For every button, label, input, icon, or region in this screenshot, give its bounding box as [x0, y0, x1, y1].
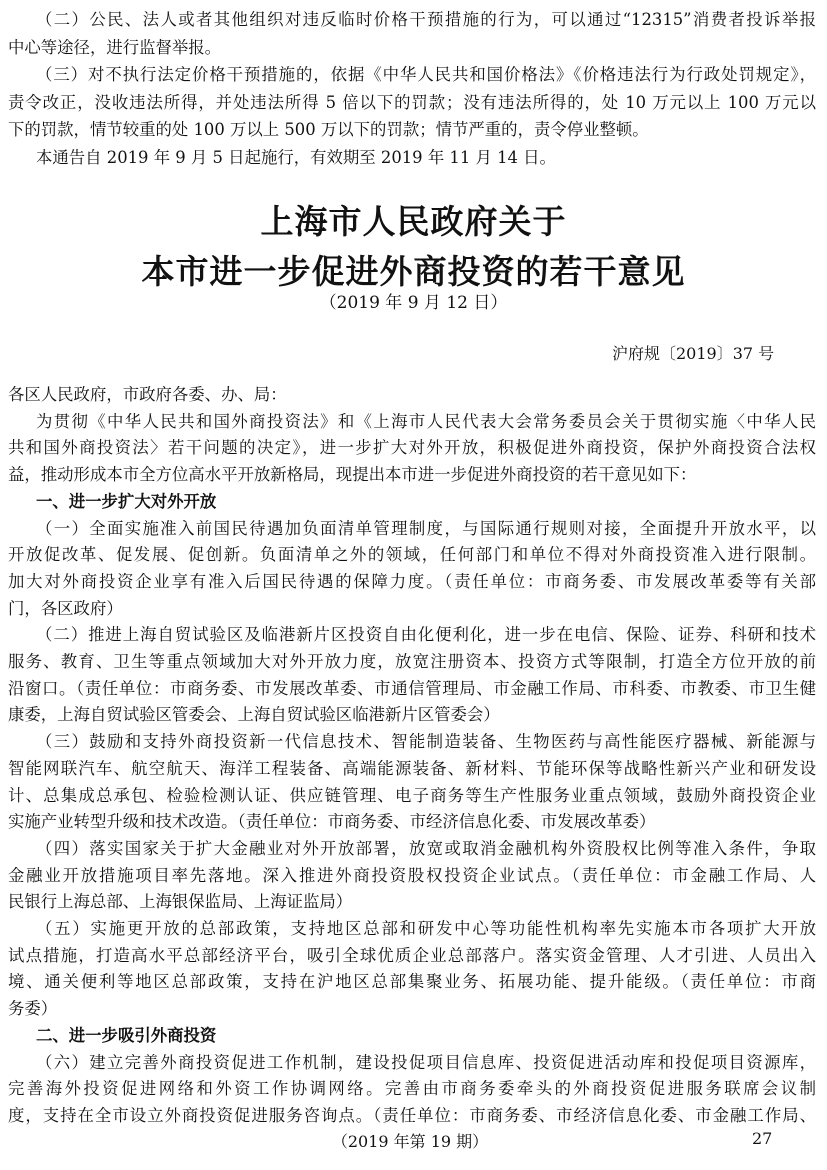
text-line: （二）公民、法人或者其他组织对违反临时价格干预措施的行为，可以通过“12315”消费者投诉举报 [36, 10, 816, 29]
text-line: 共和国外商投资法〉若干问题的决定》，进一步扩大对外开放，积极促进外商投资，保护外商投资合法权 [8, 438, 816, 458]
text-line: 试点措施，打造高水平总部经济平台，吸引全球优质企业总部落户。落实资金管理、人才引进、人员出入 [8, 945, 816, 965]
document-title-line-2: 本市进一步促进外商投资的若干意见 [141, 252, 686, 291]
text-line: 门，各区政府） [8, 598, 123, 618]
document-date: （2019 年 9 月 12 日） [319, 293, 508, 313]
document-body [8, 382, 816, 1130]
text-line: 益，推动形成本市全方位高水平开放新格局，现提出本市进一步促进外商投资的若干意见如下： [8, 465, 697, 485]
text-line: 务委） [8, 999, 58, 1019]
text-line: 智能网联汽车、航空航天、海洋工程装备、高端能源装备、新材料、节能环保等战略性新兴产业和研发设 [8, 758, 816, 778]
text-line: （五）实施更开放的总部政策，支持地区总部和研发中心等功能性机构率先实施本市各项扩大开放 [36, 919, 816, 939]
text-line: 中心等途径，进行监督举报。 [8, 37, 222, 57]
text-line: 下的罚款，情节较重的处 100 万以上 500 万以下的罚款；情节严重的，责令停业整顿。 [8, 120, 649, 139]
text-line: 计、总集成总承包、检验检测认证、供应链管理、电子商务等生产性服务业重点领域，鼓励外商投资企业 [8, 785, 816, 805]
text-line: 康委，上海自贸试验区管委会、上海自贸试验区临港新片区管委会） [8, 705, 500, 725]
text-line: （四）落实国家关于扩大金融业对外开放部署，放宽或取消金融机构外资股权比例等准入条件，争取 [36, 838, 816, 858]
text-line: 境、通关便利等地区总部政策，支持在沪地区总部集聚业务、拓展功能、提升能级。（责任单位：市商 [8, 972, 816, 992]
text-line: 实施产业转型升级和技术改造。（责任单位：市商务委、市经济信息化委、市发展改革委） [8, 812, 656, 832]
previous-notice-tail [8, 6, 816, 171]
page-number: 27 [752, 1129, 773, 1148]
text-line: 责令改正，没收违法所得，并处违法所得 5 倍以下的罚款；没有违法所得的，处 10 万元以上 100 万元以 [8, 92, 816, 112]
text-line: （一）全面实施准入前国民待遇加负面清单管理制度，与国际通行规则对接，全面提升开放水平，以 [36, 518, 816, 538]
text-line: （二）推进上海自贸试验区及临港新片区投资自由化便利化，进一步在电信、保险、证券、科研和技术 [36, 625, 816, 645]
section-heading: 二、进一步吸引外商投资 [36, 1025, 217, 1045]
document-title-line-1: 上海市人民政府关于 [260, 202, 567, 241]
text-line: 加大对外商投资企业享有准入后国民待遇的保障力度。（责任单位：市商务委、市发展改革委等有关部 [8, 571, 816, 591]
text-line: （三）对不执行法定价格干预措施的，依据《中华人民共和国价格法》《价格违法行为行政处罚规定》， [36, 65, 816, 84]
issue-label: （2019 年第 19 期） [331, 1132, 489, 1151]
text-line: 为贯彻《中华人民共和国外商投资法》和《上海市人民代表大会常务委员会关于贯彻实施〈中华人民 [36, 411, 816, 431]
salutation: 各区人民政府，市政府各委、办、局： [8, 385, 287, 404]
text-line: 民银行上海总部、上海银保监局、上海证监局） [8, 892, 353, 912]
text-line: 度，支持在全市设立外商投资促进服务咨询点。（责任单位：市商务委、市经济信息化委、市金融工作局、 [8, 1105, 816, 1125]
text-line: 开放促改革、促发展、促创新。负面清单之外的领域，任何部门和单位不得对外商投资准入进行限制。 [8, 545, 816, 565]
text-line: 完善海外投资促进网络和外资工作协调网络。完善由市商务委牵头的外商投资促进服务联席会议制 [8, 1079, 816, 1099]
text-line: 金融业开放措施项目率先落地。深入推进外商投资股权投资企业试点。（责任单位：市金融工作局、人 [8, 865, 816, 885]
text-line: （六）建立完善外商投资促进工作机制，建设投促项目信息库、投资促进活动库和投促项目资源库， [36, 1052, 816, 1072]
text-line: （三）鼓励和支持外商投资新一代信息技术、智能制造装备、生物医药与高性能医疗器械、新能源与 [36, 732, 816, 752]
text-line: 服务、教育、卫生等重点领域加大对外开放力度，放宽注册资本、投资方式等限制，打造全方位开放的前 [8, 652, 816, 672]
text-line: 沿窗口。（责任单位：市商务委、市发展改革委、市通信管理局、市金融工作局、市科委、市教委、市卫生健 [8, 678, 816, 698]
document-number: 沪府规〔2019〕37 号 [612, 344, 775, 363]
section-heading: 一、进一步扩大对外开放 [36, 491, 217, 511]
text-line: 本通告自 2019 年 9 月 5 日起施行，有效期至 2019 年 11 月 14 日。 [36, 147, 556, 167]
